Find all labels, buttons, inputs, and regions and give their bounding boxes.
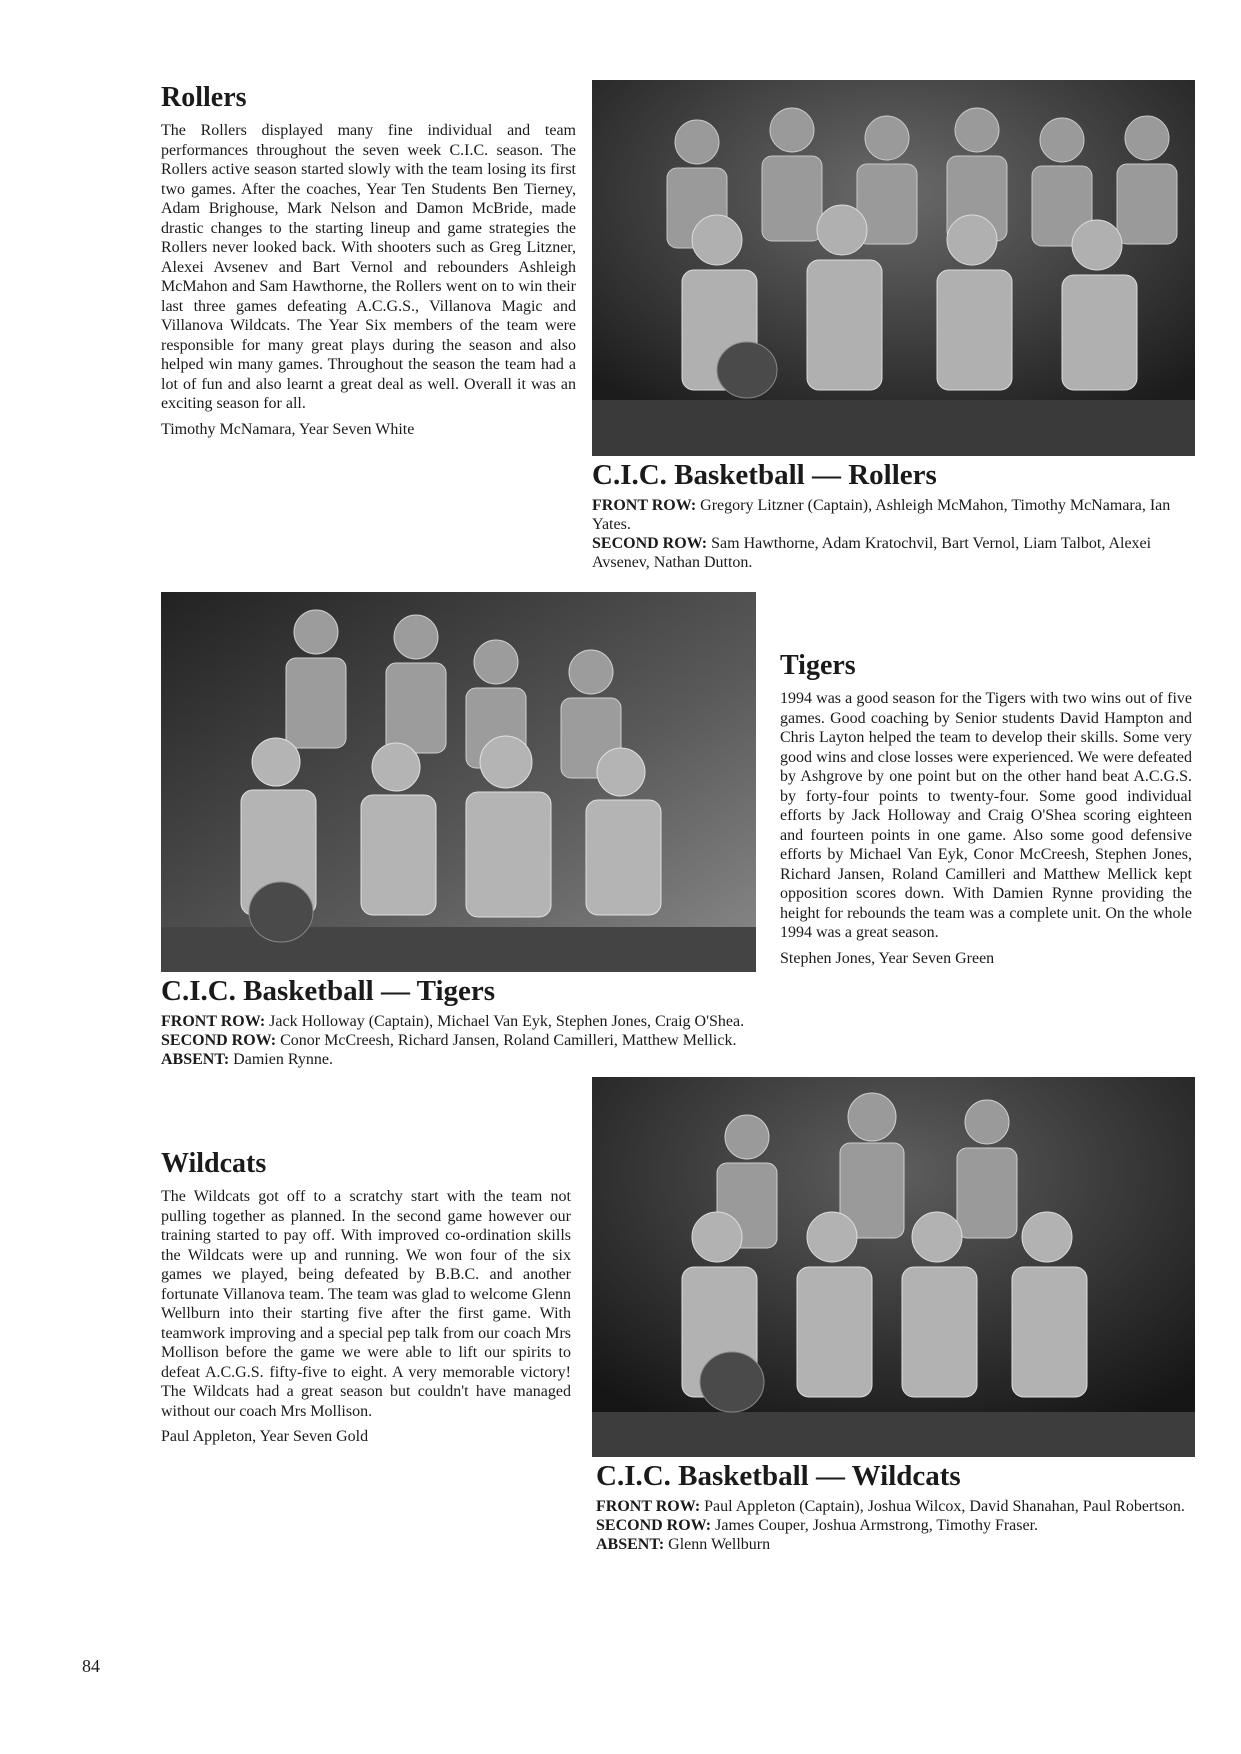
- second-row-label: SECOND ROW:: [592, 535, 708, 552]
- front-row-label: FRONT ROW:: [161, 1013, 266, 1030]
- absent-names: Damien Rynne.: [233, 1051, 333, 1068]
- rollers-body: The Rollers displayed many fine individual and team performances throughout the seven week C.I.C. season. The Rollers active season started slowly with the team losing its first two games. After the coaches, Year Ten Students Ben Tierney, Adam Brighouse, Mark Nelson and Damon McBride, made drastic changes to the starting lineup and game strategies the Rollers never looked back. With shooters such as Greg Litzner, Alexei Avsenev and Bart Vernol and rebounders Ashleigh McMahon and Sam Hawthorne, the Rollers went on to win their last three games defeating A.C.G.S., Villanova Magic and Villanova Wildcats. The Year Six members of the team were responsible for many great plays during the season and also helped win many games. Throughout the season the team had a lot of fun and also learnt a great deal as well. Overall it was an exciting season for all.: [161, 122, 576, 412]
- wildcats-second-row: [596, 1516, 1196, 1535]
- wildcats-front-row: [596, 1497, 1196, 1516]
- wildcats-article: [161, 1150, 571, 1446]
- front-row-label: FRONT ROW:: [592, 497, 697, 514]
- tigers-absent: [161, 1050, 756, 1069]
- rollers-article: [161, 84, 576, 439]
- tigers-caption-title: C.I.C. Basketball — Tigers: [161, 975, 496, 1007]
- rollers-second-row: [592, 534, 1195, 572]
- second-row-names: Sam Hawthorne, Adam Kratochvil, Bart Vernol, Liam Talbot, Alexei Avsenev, Nathan Dutton.: [592, 535, 1152, 571]
- tigers-front-row: [161, 1012, 756, 1031]
- wildcats-team-photo: [592, 1077, 1195, 1457]
- second-row-label: SECOND ROW:: [596, 1517, 712, 1534]
- front-row-names: Jack Holloway (Captain), Michael Van Eyk, Stephen Jones, Craig O'Shea.: [269, 1013, 745, 1030]
- rollers-caption-title: C.I.C. Basketball — Rollers: [592, 459, 937, 491]
- wildcats-caption: [596, 1462, 1196, 1554]
- rollers-team-photo: [592, 80, 1195, 456]
- second-row-names: James Couper, Joshua Armstrong, Timothy Fraser.: [715, 1517, 1039, 1534]
- tigers-team-photo: [161, 592, 756, 972]
- front-row-names: Gregory Litzner (Captain), Ashleigh McMahon, Timothy McNamara, Ian Yates.: [592, 497, 1171, 533]
- wildcats-caption-title: C.I.C. Basketball — Wildcats: [596, 1460, 961, 1492]
- front-row-names: Paul Appleton (Captain), Joshua Wilcox, David Shanahan, Paul Robertson.: [704, 1498, 1185, 1515]
- absent-label: ABSENT:: [161, 1051, 230, 1068]
- tigers-heading: Tigers: [780, 650, 856, 681]
- tigers-caption: [161, 977, 756, 1069]
- wildcats-absent: [596, 1535, 1196, 1554]
- tigers-second-row: [161, 1031, 756, 1050]
- wildcats-body: The Wildcats got off to a scratchy start with the team not pulling together as planned. In the second game however our training started to pay off. With improved co-ordination skills the Wildcats were up and running. We won four of the six games we played, being defeated by B.B.C. and another fortunate Villanova team. The team was glad to welcome Glenn Wellburn into their starting five after the first game. With teamwork improving and a special pep talk from our coach Mrs Mollison before the game we were able to lift our spirits to defeat A.C.G.S. fifty-five to eight. A very memorable victory! The Wildcats had a great season but couldn't have managed without our coach Mrs Mollison.: [161, 1188, 571, 1420]
- rollers-caption: [592, 461, 1195, 572]
- wildcats-heading: Wildcats: [161, 1148, 267, 1179]
- second-row-label: SECOND ROW:: [161, 1032, 277, 1049]
- absent-names: Glenn Wellburn: [668, 1536, 771, 1553]
- rollers-author: Timothy McNamara, Year Seven White: [161, 420, 415, 438]
- absent-label: ABSENT:: [596, 1536, 665, 1553]
- front-row-label: FRONT ROW:: [596, 1498, 701, 1515]
- second-row-names: Conor McCreesh, Richard Jansen, Roland Camilleri, Matthew Mellick.: [280, 1032, 737, 1049]
- tigers-article: [780, 652, 1192, 968]
- page-number: 84: [82, 1656, 100, 1676]
- tigers-author: Stephen Jones, Year Seven Green: [780, 949, 995, 967]
- rollers-front-row: [592, 496, 1195, 534]
- wildcats-author: Paul Appleton, Year Seven Gold: [161, 1428, 369, 1445]
- rollers-heading: Rollers: [161, 82, 247, 113]
- tigers-body: 1994 was a good season for the Tigers with two wins out of five games. Good coaching by Senior students David Hampton and Chris Layton helped the team to develop their skills. Some very good wins and close losses were experienced. We were defeated by Ashgrove by one point but on the other hand beat A.C.G.S. by forty-four points to twenty-four. Some good individual efforts by Jack Holloway and Craig O'Shea scoring eighteen and fourteen points in one game. Also some good defensive efforts by Michael Van Eyk, Conor McCreesh, Stephen Jones, Richard Jansen, Roland Camilleri and Matthew Mellick kept opposition scores down. With Damien Rynne providing the height for rebounds the team was a complete unit. On the whole 1994 was a great season.: [780, 690, 1192, 941]
